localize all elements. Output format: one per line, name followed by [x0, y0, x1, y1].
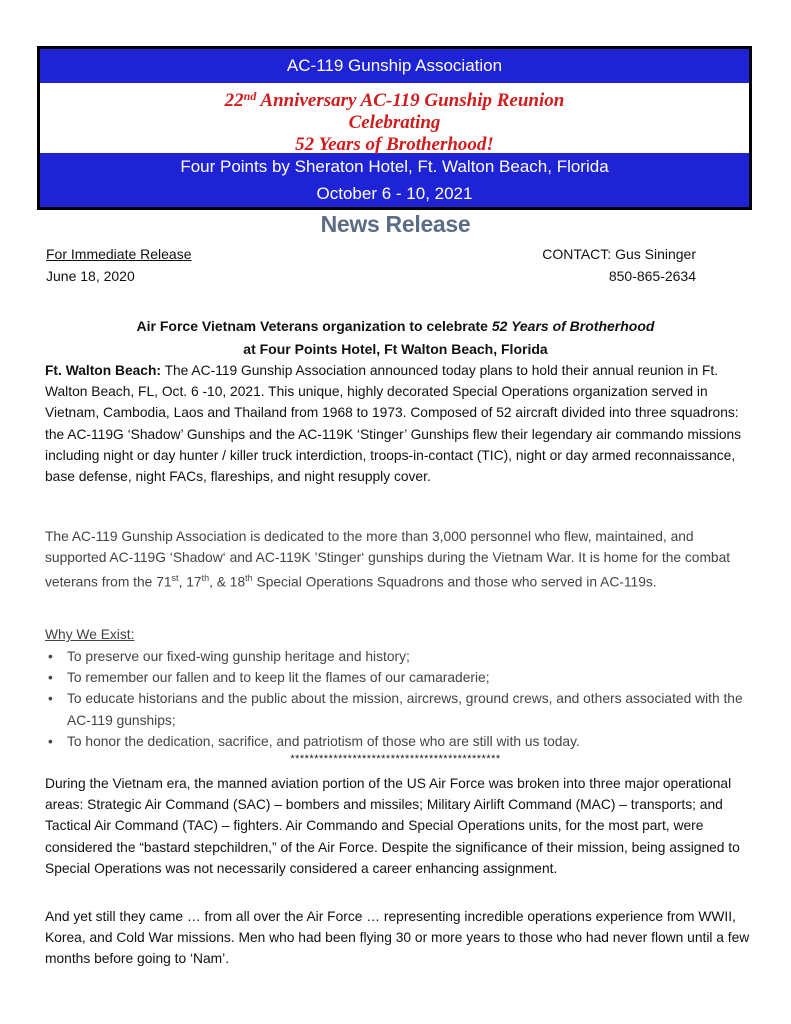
reunion-title-text: Anniversary AC-119 Gunship Reunion [256, 90, 565, 111]
contact-phone: 850-865-2634 [608, 268, 696, 284]
bullet-icon: • [48, 670, 53, 686]
bullet-text: To preserve our fixed-wing gunship heritage and history; [67, 649, 410, 664]
headline-line-1 [0, 315, 791, 338]
association-name: AC-119 Gunship Association [40, 49, 749, 83]
list-item [45, 646, 757, 667]
release-date: June 18, 2020 [46, 268, 135, 284]
paragraph-association [45, 526, 757, 593]
why-we-exist-heading: Why We Exist: [45, 627, 135, 642]
reunion-title [40, 85, 749, 112]
bullet-text: To educate historians and the public about the mission, aircrews, ground crews, and others associated with the AC-119 gunships; [67, 691, 743, 728]
dateline: Ft. Walton Beach: [45, 363, 161, 378]
ordinal-sup-1: st [171, 573, 179, 584]
celebrating-text: Celebrating [348, 112, 441, 133]
headline-text: Air Force Vietnam Veterans organization to celebrate [136, 318, 492, 334]
bullet-icon: • [48, 733, 53, 749]
reunion-ordinal: 22 [224, 90, 244, 111]
venue-dates-band [40, 153, 749, 207]
years-brotherhood: 52 Years of Brotherhood! [295, 134, 494, 155]
paragraph-intro [45, 360, 757, 487]
bullet-icon: • [48, 649, 53, 664]
list-item [45, 667, 757, 688]
headline [0, 315, 791, 361]
news-release-title: News Release [320, 211, 471, 237]
ordinal-sup-3: th [245, 573, 253, 584]
event-dates: October 6 - 10, 2021 [316, 184, 473, 203]
release-label: For Immediate Release [46, 246, 192, 262]
mission-list [45, 646, 757, 752]
intro-text: The AC-119 Gunship Association announced today plans to hold their annual reunion in Ft. Walton Beach, FL, Oct. 6 -10, 2021. This unique, highly decorated Special Operations organization served in Vietnam, Cambodia, Laos and Thailand from 1968 to 1973. Composed of 52 aircraft divided into three squadrons: the AC-119G ‘Shadow’ Gunships and the AC-119K ‘Stinger’ Gunships flew their legendary air commando missions including night or day hunter / killer truck interdiction, troops-in-contact (TIC), night or day armed reconnaissance, base defense, night FACs, flareships, and night resupply cover. [45, 363, 742, 485]
venue: Four Points by Sheraton Hotel, Ft. Walton Beach, Florida [180, 157, 609, 176]
bullet-icon: • [48, 691, 53, 707]
ordinal-sup-2: th [201, 573, 210, 584]
headline-emphasis: 52 Years of Brotherhood [491, 318, 655, 334]
association-text-a: The AC-119 Gunship Association is dedicated to the more than 3,000 personnel who flew, maintained, and supported AC-119G ‘Shadow‘ and AC-119K ’Stinger‘ gunships during the Vietnam War. It is home for the combat veterans from the 71 [45, 529, 731, 590]
section-divider: ******************************************** [290, 753, 501, 765]
association-text-c: , & 18 [209, 575, 246, 590]
bullet-text: To honor the dedication, sacrifice, and patriotism of those who are still with us today. [67, 733, 580, 749]
reunion-banner [37, 46, 752, 210]
bullet-text: To remember our fallen and to keep lit the flames of our camaraderie; [67, 670, 490, 686]
list-item [45, 731, 757, 752]
paragraph-history: During the Vietnam era, the manned aviation portion of the US Air Force was broken into three major operational areas: Strategic Air Command (SAC) – bombers and missiles; Military Airlift Command (MAC) – transports; and Tactical Air Command (TAC) – fighters. Air Commando and Special Operations units, for the most part, were considered the “bastard stepchildren,” of the Air Force. Despite the significance of their mission, being assigned to Special Operations was not necessarily considered a career enhancing assignment. [45, 776, 740, 876]
association-text-d: Special Operations Squadrons and those who served in AC-119s. [252, 575, 657, 590]
list-item [45, 688, 757, 730]
contact-name: CONTACT: Gus Sininger [542, 246, 696, 262]
association-text-b: , 17 [178, 575, 202, 590]
reunion-title-block [40, 83, 749, 153]
reunion-ordinal-suffix: nd [243, 89, 257, 103]
headline-line-2: at Four Points Hotel, Ft Walton Beach, Florida [243, 341, 548, 357]
paragraph-closing: And yet still they came … from all over the Air Force … representing incredible operations experience from WWII, Korea, and Cold War missions. Men who had been flying 30 or more years to those who had never flown until a few months before going to ‘Nam’. [45, 909, 750, 967]
